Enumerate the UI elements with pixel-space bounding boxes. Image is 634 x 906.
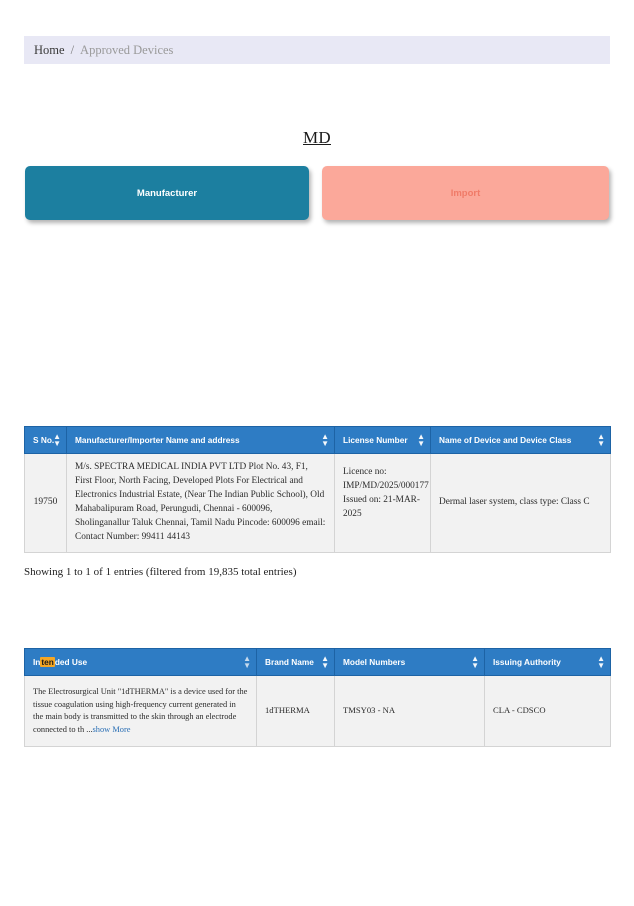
column-header-intended-use-label: Intended Use	[33, 657, 88, 667]
column-header-license-number[interactable]	[335, 427, 431, 454]
tab-import-label: Import	[450, 187, 481, 199]
page-title: MD	[303, 128, 331, 147]
sort-icon[interactable]: ▲ ▼	[471, 654, 479, 670]
column-header-license-number-label: License Number	[343, 435, 408, 445]
cell-issuing-authority: CLA - CDSCO	[485, 676, 611, 747]
column-header-manufacturer-name-label: Manufacturer/Importer Name and address	[75, 435, 240, 445]
intended-use-text: The Electrosurgical Unit "1dTHERMA" is a device used for the tissue coagulation using high-frequency current generated in the main body is transmitted to the skin through an electrode connected to th	[33, 687, 248, 734]
sort-icon[interactable]: ▲ ▼	[321, 654, 329, 670]
column-header-model-numbers-label: Model Numbers	[343, 657, 406, 667]
breadcrumb	[24, 36, 610, 64]
cell-intended-use	[25, 676, 257, 747]
tab-manufacturer-label: Manufacturer	[136, 187, 198, 199]
column-header-device-name-class-label: Name of Device and Device Class	[439, 435, 572, 445]
column-header-sno-label: S No.	[33, 435, 55, 445]
show-more-link[interactable]: show More	[92, 724, 131, 734]
column-header-brand-name-label: Brand Name	[265, 657, 314, 667]
tab-group	[25, 166, 609, 220]
column-header-model-numbers[interactable]	[335, 649, 485, 676]
breadcrumb-current: Approved Devices	[80, 42, 174, 57]
sort-icon[interactable]: ▲ ▼	[417, 432, 425, 448]
device-details-table	[24, 648, 611, 747]
sort-icon[interactable]: ▲ ▼	[597, 654, 605, 670]
column-header-intended-use[interactable]	[25, 649, 257, 676]
tab-import[interactable]	[322, 166, 609, 220]
table-header-row	[25, 427, 611, 454]
sort-icon[interactable]: ▲ ▼	[53, 432, 61, 448]
cell-manufacturer-name-address: M/s. SPECTRA MEDICAL INDIA PVT LTD Plot No. 43, F1, First Floor, North Facing, Developed Plots For Electrical and Electronics Industrial Estate, (Near The Indian Public School), Old Mahabalipuram Road, Perungudi, Chennai - 600096, Sholinganallur Taluk Chennai, Tamil Nadu Pincode: 600096 email: Contact Number: 99411 44143	[67, 454, 335, 553]
column-header-device-name-class[interactable]	[431, 427, 611, 454]
cell-brand-name: 1dTHERMA	[257, 676, 335, 747]
breadcrumb-separator: /	[70, 42, 75, 57]
table-row	[25, 676, 611, 747]
search-highlight: ten	[41, 657, 54, 667]
intended-use-ellipsis: ...	[84, 724, 93, 734]
column-header-manufacturer-name[interactable]	[67, 427, 335, 454]
table-header-row	[25, 649, 611, 676]
column-header-sno[interactable]	[25, 427, 67, 454]
column-header-issuing-authority[interactable]	[485, 649, 611, 676]
column-header-issuing-authority-label: Issuing Authority	[493, 657, 561, 667]
breadcrumb-home-link[interactable]: Home	[34, 42, 65, 57]
cell-model-numbers: TMSY03 - NA	[335, 676, 485, 747]
column-header-brand-name[interactable]	[257, 649, 335, 676]
table-row	[25, 454, 611, 553]
tab-manufacturer[interactable]	[25, 166, 309, 220]
approved-devices-table	[24, 426, 611, 553]
sort-icon[interactable]: ▲ ▼	[597, 432, 605, 448]
sort-icon[interactable]: ▲ ▼	[243, 654, 251, 670]
sort-icon[interactable]: ▲ ▼	[321, 432, 329, 448]
cell-sno: 19750	[25, 454, 67, 553]
cell-device-name-class: Dermal laser system, class type: Class C	[431, 454, 611, 553]
entries-summary: Showing 1 to 1 of 1 entries (filtered from 19,835 total entries)	[24, 566, 297, 578]
cell-license-number: Licence no: IMP/MD/2025/000177 Issued on: 21-MAR-2025	[335, 454, 431, 553]
